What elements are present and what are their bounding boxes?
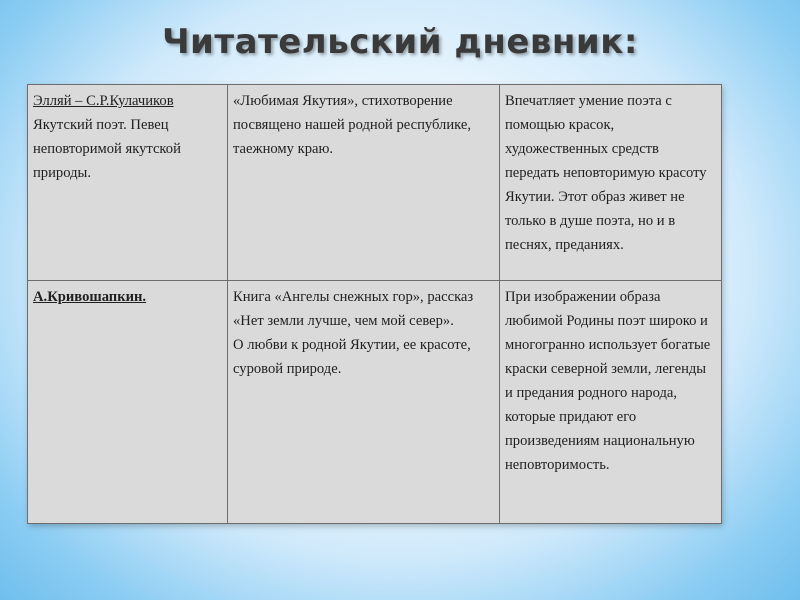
impression-cell: [500, 281, 722, 524]
table-row: [28, 281, 722, 524]
impression-cell: [500, 85, 722, 281]
work-text: «Любимая Якутия», стихотворение посвящено нашей родной республике, таежному краю.: [233, 93, 471, 157]
work-cell: [228, 85, 500, 281]
reading-diary-table: [27, 84, 721, 523]
author-name: А.Кривошапкин.: [33, 289, 147, 305]
impression-text: При изображении образа любимой Родины поэт широко и многогранно использует богатые краски северной земли, легенды и предания родного народа, которые придают его произведениям национальную неповторимость.: [505, 289, 711, 473]
author-cell: [28, 281, 228, 524]
page-title: Читательский дневник:: [162, 22, 638, 62]
author-name: Элляй – С.Р.Кулачиков: [33, 93, 174, 109]
impression-text: Впечатляет умение поэта с помощью красок, художественных средств передать неповторимую красоту Якутии. Этот образ живет не только в душе поэта, но и в песнях, преданиях.: [505, 93, 707, 253]
author-cell: [28, 85, 228, 281]
work-text: «Нет земли лучше, чем мой север».: [233, 313, 454, 329]
table-row: [28, 85, 722, 281]
work-cell: [228, 281, 500, 524]
work-text: О любви к родной Якутии, ее красоте, суровой природе.: [233, 337, 471, 377]
author-description: Якутский поэт. Певец неповторимой якутской природы.: [33, 117, 181, 181]
work-text: Книга «Ангелы снежных гор», рассказ: [233, 289, 474, 305]
